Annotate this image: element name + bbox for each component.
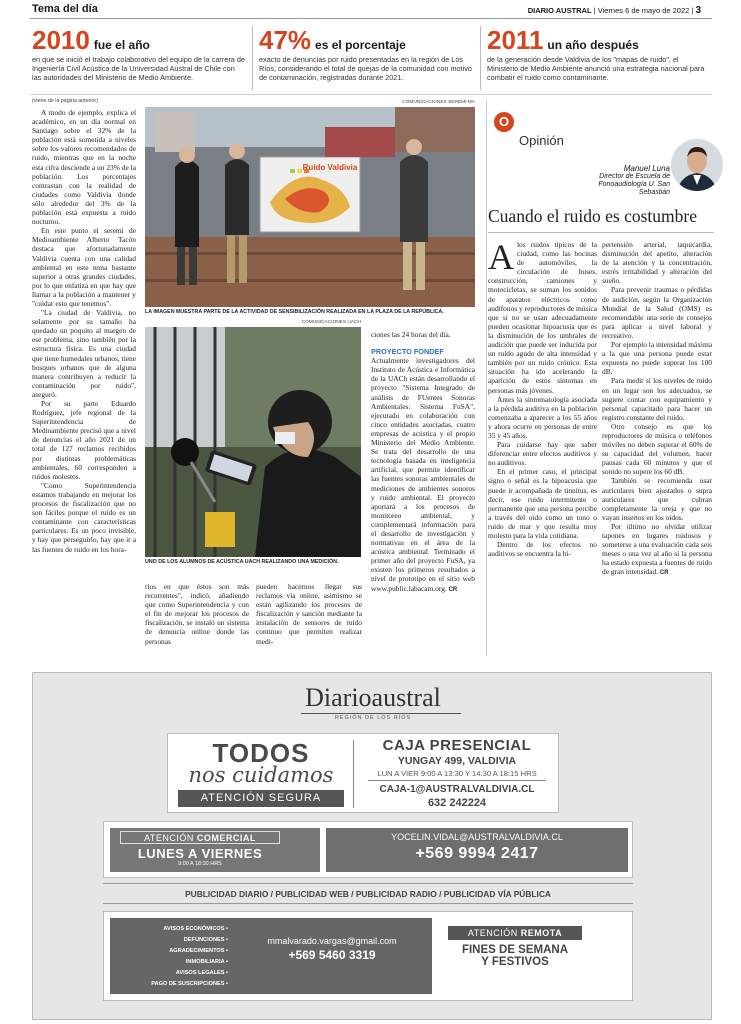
plaza-photo-illustration (145, 107, 475, 307)
paragraph: Otro consejo es que los reproductores de música o teléfonos móviles no deben superar el 60% de su capacidad del volumen, hacer pausas cada 60 minutos y que el sonido no supere los 60 dB. (602, 421, 712, 477)
article-column-4 (371, 330, 475, 655)
nos-cuidamos-heading: nos cuidamos (188, 763, 334, 787)
remota-line2: Y FESTIVOS (481, 956, 549, 968)
subheading-fondef: PROYECTO FONDEF (371, 347, 444, 357)
ad-brand-sub: REGIÓN DE LOS RÍOS (334, 715, 412, 721)
opinion-rule (488, 232, 714, 233)
paragraph: Actualmente investigadores del Instituto de Acústica e Informática de la UACh están desarrollando el proyecto "Sistema Integrado de análisis de FUentes Sonoras Ambientales: Sistema FuSA", ejecutado en colaboración con cinco entidades asociadas, cuatro empresas de acústica y el propio Ministerio del Medio Ambiente. Se trata del desarrollo de una tecnología basada en inteligencia artificial, que permite identificar las fuentes sonoras ambientales de mediciones de ambientes sonoros y ruido ambiental. El proyecto aportará a los procesos de monitoreo ambiental, y complementará información para el desarrollo de investigación y normativas en el área de la acústica ambiental. Terminado el primer año del proyecto FuSA, ya existen los primeros resultados a nivel de prototipo en el sitio web www.public.labacam.org. CR (371, 356, 475, 593)
services-rule (103, 903, 633, 904)
article-column-1 (32, 108, 136, 653)
stat-2010 (32, 26, 246, 82)
article-column-3 (256, 582, 362, 654)
stat-divider (480, 26, 481, 90)
opinion-column-2 (602, 240, 712, 654)
opinion-label: Opinión (519, 133, 564, 148)
paragraph: Para prevenir traumas o pérdidas de audición, según la Organización Mundial de la Salud (OMS) es recomendable una serie de consejos para aplicar a nivel laboral y recreativo. (602, 285, 712, 340)
end-mark: CR (448, 586, 458, 593)
avisos-phone[interactable]: +569 5460 3319 (288, 948, 376, 962)
newspaper-name: DIARIO AUSTRAL (527, 6, 592, 15)
header-rule (30, 18, 712, 19)
list-item: INMOBILIARIA • (185, 959, 228, 965)
paragraph: Para medir si los niveles de ruido en un lugar son los adecuados, se sugiere contar con equipamiento y personal capacitado para hacer un registro constante del ruido. (602, 376, 712, 422)
opinion-author (580, 165, 670, 197)
stat-number: 2011 (487, 25, 544, 55)
avisos-list (114, 924, 228, 990)
paragraph: "Como Superintendencia estamos trabajando en mejorar los procesos de fiscalización que no son fáciles porque el ruido es un contaminante con características particulares. Es un poco invisible, y hay que perseguirlo, hay que ir a las fuentes de ruido en los hora- (32, 480, 136, 554)
paragraph: Para cuidarse hay que saber diferenciar entre efectos auditivos y no auditivos. (488, 440, 597, 468)
list-item: AGRADECIMIENTOS • (169, 948, 228, 954)
brand-rule (301, 713, 461, 714)
paragraph: Por ejemplo la intensidad máxima a la que una persona puede estar expuesta no puede superar los 100 dB. (602, 340, 712, 377)
stat-description: de la generación desde Valdivia de los "mapas de ruido", el Ministerio de Medio Ambiente anunció una estrategia nacional para combatir el ruido como contaminante. (487, 55, 705, 82)
box-divider (353, 740, 354, 808)
caja-phone[interactable]: 632 242224 (427, 797, 487, 809)
paragraph: Por último no olvidar utilizar tapones en lugares ruidosos y someterse a una evaluación cada seis meses o una vez al año si la persona ha estado expuesta a fuentes de ruido de gran intensidad. CR (602, 521, 712, 577)
page-header (0, 0, 741, 20)
author-role: Director de Escuela de (599, 173, 670, 180)
atencion-segura-badge: ATENCIÓN SEGURA (178, 790, 344, 807)
poster-title: Ruido Valdivia (302, 163, 358, 172)
photo-credit: COMUNICACIONES SEREMI MA (402, 100, 475, 105)
stat-2011 (487, 26, 709, 82)
list-item: AVISOS LEGALES • (175, 970, 228, 976)
paragraph: Antes la sintomatología asociada a la pérdida auditiva en la población comenzaba a aparecer a los 55 años y ahora ocurre en personas de entre 35 y 45 años. (488, 394, 597, 440)
paragraph: rios en que éstos son más recurrentes", indicó, añadiendo que como Superintendencia y con el fin de mejorar los procesos de fiscalización, se instaló un sistema de denuncia online donde las personas (145, 582, 249, 646)
ad-services: PUBLICIDAD DIARIO / PUBLICIDAD WEB / PUBLICIDAD RADIO / PUBLICIDAD VÍA PÚBLICA (185, 889, 551, 899)
page-date: | Viernes 6 de mayo de 2022 | (593, 6, 696, 15)
paragraph: Alos ruidos típicos de la ciudad, como las bocinas de automóviles, la circulación de buses, construcción, camiones y motocicletas, se suman los sonidos de aparatos eléctricos como audífonos y reproductores de música que si no se usan adecuadamente pueden ocasionar hipoacusia que es la disminución de los umbrales de audición que puede ser inducida por un ruido agudo de alta intensidad y también por un ruido crónico. Esta situación ha ido acelerando la aparición de estos síntomas en personas más jóvenes. (488, 240, 597, 395)
comercial-label: ATENCIÓN COMERCIAL (120, 831, 280, 844)
paragraph: Dentro de los efectos no auditivos se encuentra la hi- (488, 540, 597, 559)
stat-lead: fue el año (93, 38, 150, 52)
caja-email[interactable]: CAJA-1@AUSTRALVALDIVIA.CL (379, 784, 535, 795)
section-label: Tema del día (32, 3, 98, 15)
paragraph: A modo de ejemplo, explica el académico, en un día normal en Santiago sobre el 32% de la población está sometida a niveles sobre los valores recomendados de ruido, mientras que en la noche esta cifra desciende a un 23% de la población. Los porcentajes contrastan con la realidad de ciudades como Valdivia donde sólo alrededor del 3% de la población está expuesta a ruido nocturno. (32, 108, 136, 227)
remota-label: ATENCIÓN REMOTA (448, 926, 582, 940)
caja-title: CAJA PRESENCIAL (382, 737, 532, 754)
measurement-photo (145, 327, 361, 557)
list-item: AVISOS ECONÓMICOS • (163, 926, 228, 932)
opinion-title: Cuando el ruido es costumbre (488, 206, 697, 226)
column-divider (486, 100, 487, 656)
photo-caption: UNO DE LOS ALUMNOS DE ACÚSTICA UACH REALIZANDO UNA MEDICIÓN. (145, 559, 339, 565)
caja-hours: LUN A VIER 9:00 A 13:30 Y 14:30 A 18:15 HRS (377, 769, 537, 778)
comercial-phone[interactable]: +569 9994 2417 (415, 845, 539, 862)
comercial-email[interactable]: YOCELIN.VIDAL@AUSTRALVALDIVIA.CL (391, 832, 563, 842)
remota-line1: FINES DE SEMANA (461, 944, 569, 956)
paragraph: pueden hacernos llegar sus reclamos vía online, asimismo se están agilizando los procesos de fiscalización y sanción mediante la instalación de sensores de ruido continuo que permiten realizar medi- (256, 582, 362, 646)
stat-description: en que se inició el trabajo colaborativo del equipo de la carrera de Ingeniería Civil Acústica de la Universidad Austral de Chile con las autoridades del Ministerio de Medio Ambiente. (32, 55, 245, 82)
comercial-days: LUNES A VIERNES (137, 846, 263, 861)
paragraph: También se recomienda usar auriculares bien ajustados o supra auriculares que cubran completamente la oreja y que no vayan insertos en los oídos. (602, 476, 712, 522)
stat-47 (259, 26, 473, 82)
stat-lead: es el porcentaje (315, 38, 406, 52)
caja-address: YUNGAY 499, VALDIVIA (397, 755, 517, 767)
paragraph: En este punto el seremi de Medioambiente Alberto Tacón destaca que afortunadamente Valdivia cuenta con una calidad ambiental en este tema bastante superior a otras grandes ciudades, por lo que enfatiza en que hay que llamar a la población a mantener y "cuidar esto que tenemos". (32, 226, 136, 308)
author-avatar (671, 139, 723, 191)
paragraph: En el primer caso, el principal signo o señal es la hipoacusia que puede ir acompañada de tinnitus, es decir, ese ruido intermitente o permanente que una persona percibe a través del oído como un tono o ruido de mar y que resulta muy molesto para la vida cotidiana. (488, 467, 597, 540)
stats-rule (30, 94, 712, 95)
caja-box (167, 733, 559, 813)
todos-heading: TODOS (212, 738, 310, 768)
stat-number: 2010 (32, 25, 90, 55)
comercial-hours: 9:00 A 18:30 HRS (178, 861, 222, 867)
article-column-2 (145, 582, 249, 654)
list-item: DEFUNCIONES • (183, 937, 228, 943)
comercial-box (103, 821, 633, 878)
paragraph: "La ciudad de Valdivia, no solamente por su tamaño ha quedado un poquito al margen de ese problema, sino también por la estructura física. Es una ciudad que tiene humedales urbanos, tiene bosques urbanos que de alguna manera contribuyen a reducir la contaminación por ruido", aseguró. (32, 308, 136, 399)
opinion-column-1 (488, 240, 597, 654)
author-name: Manuel Luna (623, 164, 670, 173)
photo-caption: LA IMAGEN MUESTRA PARTE DE LA ACTIVIDAD DE SENSIBILIZACIÓN REALIZADA EN LA PLAZA DE LA REPÚBLICA. (145, 309, 444, 315)
stat-number: 47% (259, 25, 312, 55)
stat-divider (252, 26, 253, 90)
stat-lead: un año después (547, 38, 639, 52)
author-role: Fonoaudiología U. San Sebastián (598, 181, 670, 196)
continued-note: (viene de la página anterior) (32, 98, 98, 104)
photo-credit: COMUNICACIONES UACH (301, 320, 361, 325)
measurement-photo-illustration (145, 327, 361, 557)
ad-brand-logo: Diarioaustral (305, 683, 441, 712)
paragraph: Por su parte Eduardo Rodríguez, jefe regional de la Superintendencia de Medioambiente precisó que a nivel de denuncias el año 2021 de un total de 127 reclamos recibidos por distintas problemáticas ambientales, 60 corresponden a ruidos molestos. (32, 399, 136, 481)
box-rule (368, 780, 546, 781)
plaza-photo (145, 107, 475, 307)
paragraph: pertensión arterial, taquicardia, disminución del apetito, alteración de la atención y la concentración, estrés irritabilidad y alteración del sueño. (602, 240, 712, 286)
advertisement (32, 672, 712, 1020)
list-item: PAGO DE SUSCRIPCIONES • (151, 981, 228, 987)
page-meta (528, 5, 701, 16)
page-number: 3 (695, 5, 701, 16)
opinion-badge-icon: O (494, 112, 514, 132)
services-rule (103, 883, 633, 884)
avisos-box (103, 911, 633, 1001)
avisos-email[interactable]: mmalvarado.vargas@gmail.com (267, 936, 397, 946)
paragraph: ciones las 24 horas del día. (371, 330, 451, 339)
end-mark: CR (659, 570, 669, 577)
avatar-portrait (671, 139, 723, 191)
stat-description: exacto de denuncias por ruido presentadas en la región de Los Ríos, considerando el total de quejas de la comunidad con motivo de contaminación, registradas durante 2021. (259, 55, 472, 82)
dropcap: A (488, 240, 514, 277)
